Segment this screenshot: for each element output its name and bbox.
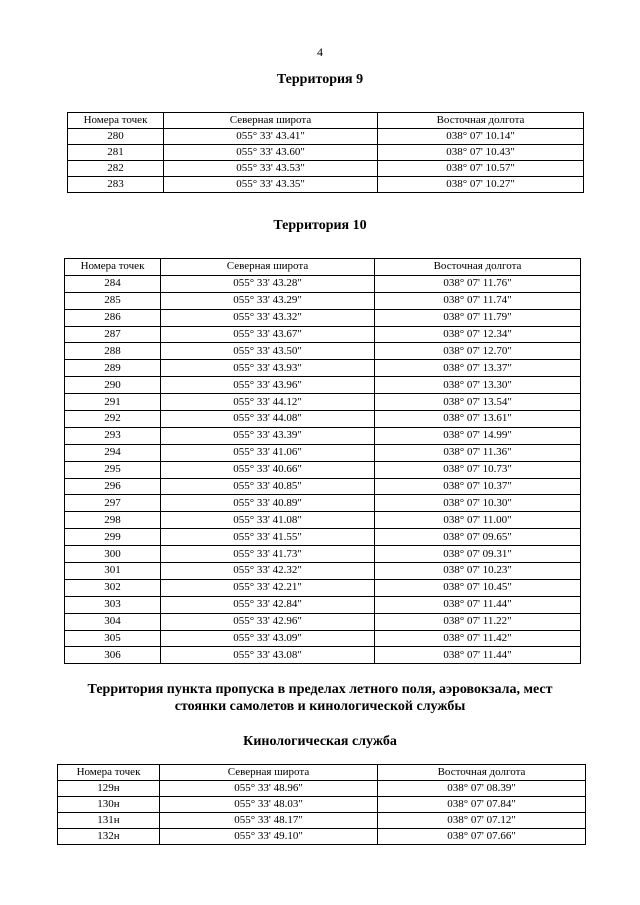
longitude-cell: 038° 07' 11.76" [375, 275, 581, 292]
point-number-cell: 280 [68, 129, 164, 145]
longitude-cell: 038° 07' 10.30" [375, 495, 581, 512]
table-header-row [65, 259, 581, 276]
longitude-cell: 038° 07' 12.34" [375, 326, 581, 343]
longitude-cell: 038° 07' 09.65" [375, 529, 581, 546]
column-header: Северная широта [164, 113, 378, 129]
coordinates-table-territory-9 [67, 112, 584, 193]
latitude-cell: 055° 33' 43.67" [161, 326, 375, 343]
point-number-cell: 298 [65, 512, 161, 529]
table-row [65, 292, 581, 309]
table-row [65, 596, 581, 613]
point-number-cell: 130н [58, 797, 160, 813]
section-heading-line-1: Территория пункта пропуска в пределах летного поля, аэровокзала, мест [87, 682, 553, 697]
section-heading-line-2: стоянки самолетов и кинологической службы [174, 699, 466, 714]
latitude-cell: 055° 33' 48.03" [160, 797, 378, 813]
latitude-cell: 055° 33' 41.08" [161, 512, 375, 529]
table-row [68, 177, 584, 193]
point-number-cell: 281 [68, 145, 164, 161]
point-number-cell: 287 [65, 326, 161, 343]
point-number-cell: 304 [65, 613, 161, 630]
latitude-cell: 055° 33' 42.96" [161, 613, 375, 630]
point-number-cell: 295 [65, 461, 161, 478]
latitude-cell: 055° 33' 42.21" [161, 579, 375, 596]
column-header: Восточная долгота [378, 113, 584, 129]
longitude-cell: 038° 07' 14.99" [375, 427, 581, 444]
point-number-cell: 300 [65, 546, 161, 563]
longitude-cell: 038° 07' 11.36" [375, 444, 581, 461]
latitude-cell: 055° 33' 43.96" [161, 377, 375, 394]
longitude-cell: 038° 07' 10.73" [375, 461, 581, 478]
table-row [65, 275, 581, 292]
table-header-row [68, 113, 584, 129]
table-row [65, 563, 581, 580]
table-row [65, 512, 581, 529]
table-row [65, 495, 581, 512]
longitude-cell: 038° 07' 11.42" [375, 630, 581, 647]
column-header: Номера точек [65, 259, 161, 276]
longitude-cell: 038° 07' 13.61" [375, 411, 581, 428]
point-number-cell: 290 [65, 377, 161, 394]
section-title-cynology-service: Кинологическая служба [243, 734, 397, 749]
table-row [65, 461, 581, 478]
point-number-cell: 129н [58, 781, 160, 797]
longitude-cell: 038° 07' 08.39" [378, 781, 586, 797]
longitude-cell: 038° 07' 10.45" [375, 579, 581, 596]
table-row [68, 145, 584, 161]
table-row [65, 326, 581, 343]
point-number-cell: 289 [65, 360, 161, 377]
latitude-cell: 055° 33' 40.85" [161, 478, 375, 495]
table-row [58, 781, 586, 797]
coordinates-table-cynology-service [57, 764, 586, 845]
latitude-cell: 055° 33' 43.08" [161, 647, 375, 664]
latitude-cell: 055° 33' 43.93" [161, 360, 375, 377]
point-number-cell: 303 [65, 596, 161, 613]
longitude-cell: 038° 07' 07.12" [378, 813, 586, 829]
table-row [65, 529, 581, 546]
point-number-cell: 282 [68, 161, 164, 177]
latitude-cell: 055° 33' 48.17" [160, 813, 378, 829]
column-header: Номера точек [58, 765, 160, 781]
table-row [68, 129, 584, 145]
point-number-cell: 306 [65, 647, 161, 664]
longitude-cell: 038° 07' 12.70" [375, 343, 581, 360]
longitude-cell: 038° 07' 07.84" [378, 797, 586, 813]
point-number-cell: 302 [65, 579, 161, 596]
latitude-cell: 055° 33' 42.32" [161, 563, 375, 580]
table-row [65, 478, 581, 495]
latitude-cell: 055° 33' 43.60" [164, 145, 378, 161]
coordinates-table-territory-10 [64, 258, 581, 664]
point-number-cell: 292 [65, 411, 161, 428]
point-number-cell: 288 [65, 343, 161, 360]
column-header: Номера точек [68, 113, 164, 129]
longitude-cell: 038° 07' 13.37" [375, 360, 581, 377]
table-row [65, 546, 581, 563]
longitude-cell: 038° 07' 10.23" [375, 563, 581, 580]
point-number-cell: 131н [58, 813, 160, 829]
section-title-territory-10: Территория 10 [273, 218, 367, 233]
table-row [65, 579, 581, 596]
section-title-territory-9: Территория 9 [276, 72, 364, 87]
point-number-cell: 291 [65, 394, 161, 411]
longitude-cell: 038° 07' 11.00" [375, 512, 581, 529]
point-number-cell: 294 [65, 444, 161, 461]
latitude-cell: 055° 33' 43.32" [161, 309, 375, 326]
longitude-cell: 038° 07' 10.14" [378, 129, 584, 145]
table-row [65, 444, 581, 461]
point-number-cell: 285 [65, 292, 161, 309]
column-header: Северная широта [160, 765, 378, 781]
table-row [65, 360, 581, 377]
longitude-cell: 038° 07' 13.54" [375, 394, 581, 411]
point-number-cell: 293 [65, 427, 161, 444]
longitude-cell: 038° 07' 11.44" [375, 647, 581, 664]
latitude-cell: 055° 33' 43.35" [164, 177, 378, 193]
table-row [65, 394, 581, 411]
longitude-cell: 038° 07' 11.74" [375, 292, 581, 309]
column-header: Северная широта [161, 259, 375, 276]
point-number-cell: 132н [58, 829, 160, 845]
latitude-cell: 055° 33' 40.89" [161, 495, 375, 512]
point-number-cell: 305 [65, 630, 161, 647]
latitude-cell: 055° 33' 43.09" [161, 630, 375, 647]
latitude-cell: 055° 33' 41.06" [161, 444, 375, 461]
longitude-cell: 038° 07' 10.57" [378, 161, 584, 177]
point-number-cell: 297 [65, 495, 161, 512]
table-row [65, 647, 581, 664]
latitude-cell: 055° 33' 43.28" [161, 275, 375, 292]
table-row [65, 411, 581, 428]
latitude-cell: 055° 33' 41.55" [161, 529, 375, 546]
latitude-cell: 055° 33' 49.10" [160, 829, 378, 845]
table-row [58, 813, 586, 829]
point-number-cell: 301 [65, 563, 161, 580]
table-row [65, 427, 581, 444]
point-number-cell: 296 [65, 478, 161, 495]
latitude-cell: 055° 33' 40.66" [161, 461, 375, 478]
longitude-cell: 038° 07' 07.66" [378, 829, 586, 845]
latitude-cell: 055° 33' 43.50" [161, 343, 375, 360]
longitude-cell: 038° 07' 10.27" [378, 177, 584, 193]
table-row [65, 309, 581, 326]
table-row [65, 630, 581, 647]
point-number-cell: 286 [65, 309, 161, 326]
latitude-cell: 055° 33' 41.73" [161, 546, 375, 563]
longitude-cell: 038° 07' 13.30" [375, 377, 581, 394]
table-row [65, 377, 581, 394]
table-row [65, 613, 581, 630]
column-header: Восточная долгота [378, 765, 586, 781]
column-header: Восточная долгота [375, 259, 581, 276]
point-number-cell: 283 [68, 177, 164, 193]
latitude-cell: 055° 33' 43.39" [161, 427, 375, 444]
point-number-cell: 284 [65, 275, 161, 292]
latitude-cell: 055° 33' 42.84" [161, 596, 375, 613]
longitude-cell: 038° 07' 10.37" [375, 478, 581, 495]
table-header-row [58, 765, 586, 781]
page-number: 4 [317, 45, 323, 59]
longitude-cell: 038° 07' 11.22" [375, 613, 581, 630]
table-row [65, 343, 581, 360]
table-row [58, 829, 586, 845]
longitude-cell: 038° 07' 09.31" [375, 546, 581, 563]
latitude-cell: 055° 33' 43.29" [161, 292, 375, 309]
longitude-cell: 038° 07' 10.43" [378, 145, 584, 161]
table-row [68, 161, 584, 177]
latitude-cell: 055° 33' 44.08" [161, 411, 375, 428]
latitude-cell: 055° 33' 48.96" [160, 781, 378, 797]
latitude-cell: 055° 33' 43.41" [164, 129, 378, 145]
longitude-cell: 038° 07' 11.79" [375, 309, 581, 326]
latitude-cell: 055° 33' 44.12" [161, 394, 375, 411]
latitude-cell: 055° 33' 43.53" [164, 161, 378, 177]
point-number-cell: 299 [65, 529, 161, 546]
longitude-cell: 038° 07' 11.44" [375, 596, 581, 613]
table-row [58, 797, 586, 813]
